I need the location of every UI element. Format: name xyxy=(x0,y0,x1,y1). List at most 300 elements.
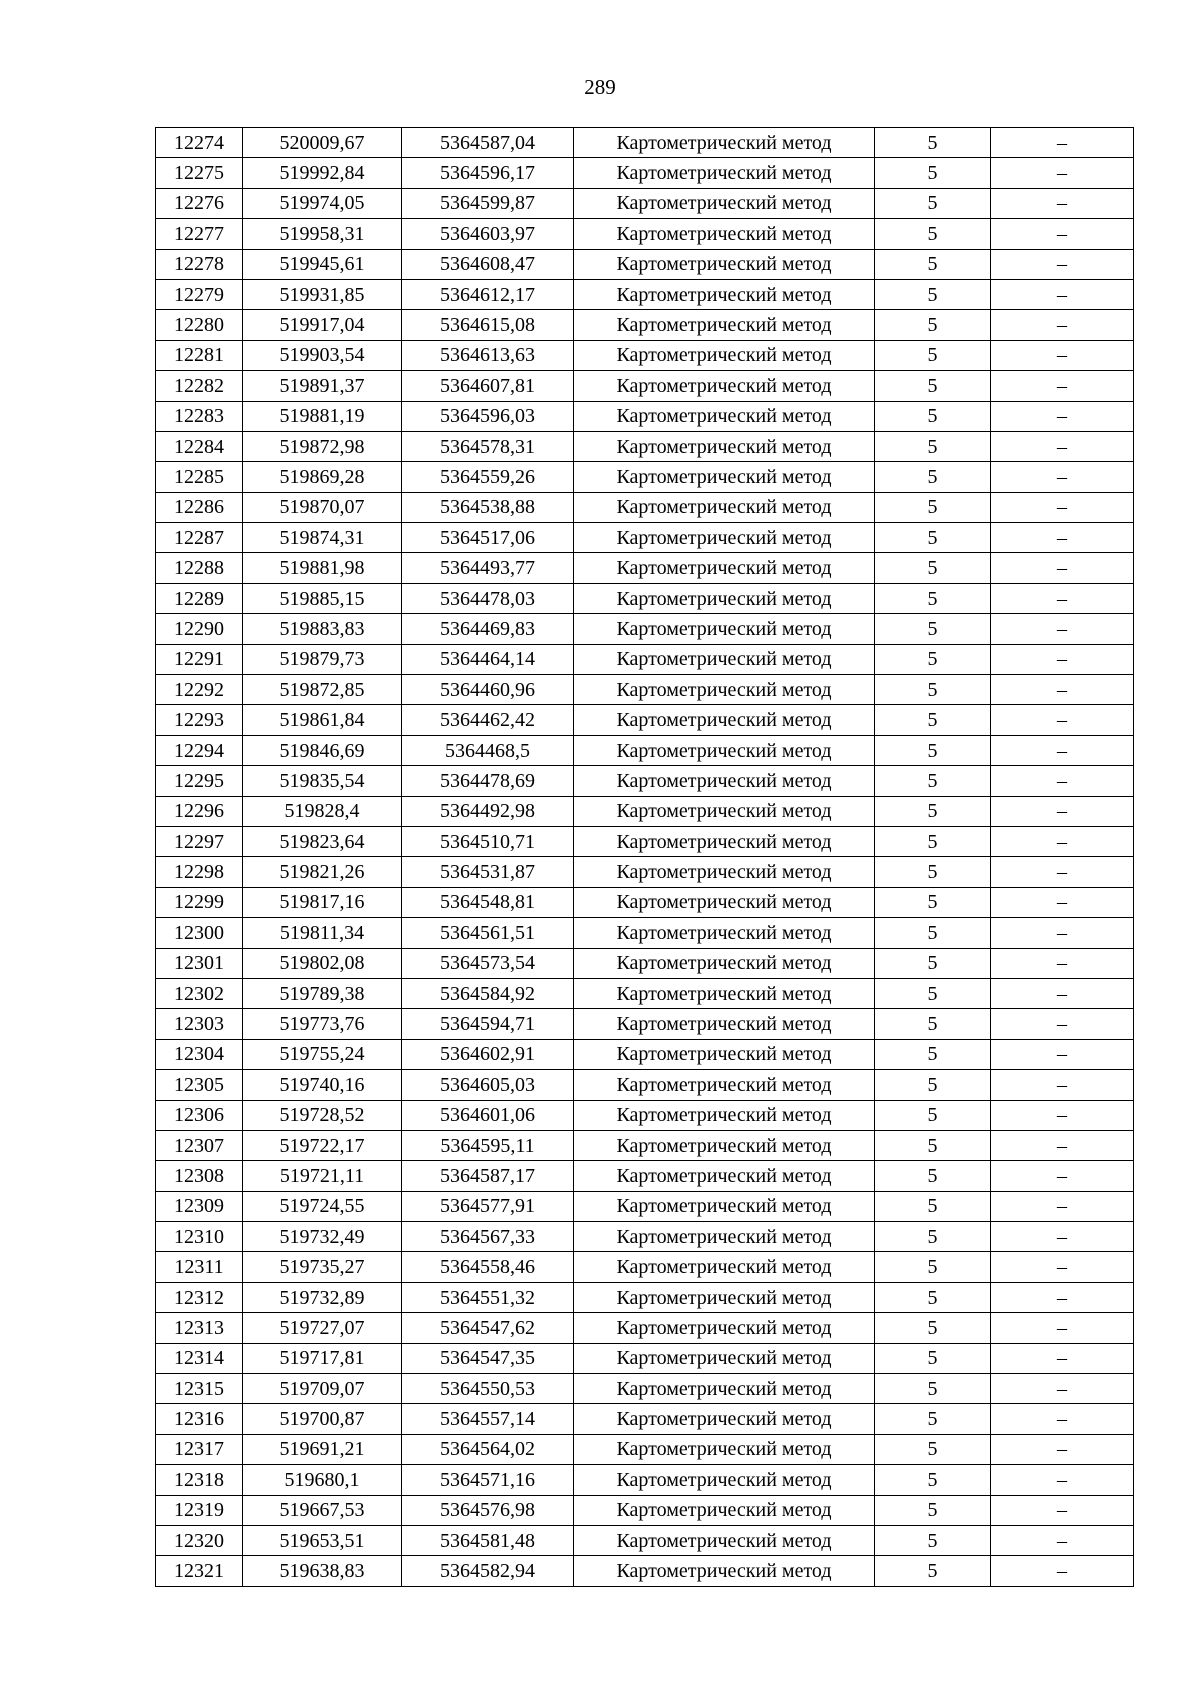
point-number-cell: 12299 xyxy=(156,887,243,917)
y-coordinate-cell: 5364464,14 xyxy=(402,644,574,674)
point-number-cell: 12302 xyxy=(156,978,243,1008)
x-coordinate-cell: 519846,69 xyxy=(243,735,402,765)
y-coordinate-cell: 5364612,17 xyxy=(402,279,574,309)
y-coordinate-cell: 5364517,06 xyxy=(402,523,574,553)
y-coordinate-cell: 5364601,06 xyxy=(402,1100,574,1130)
accuracy-cell: 5 xyxy=(875,1404,991,1434)
method-cell: Картометрический метод xyxy=(574,796,875,826)
table-row xyxy=(156,826,1134,856)
method-cell: Картометрический метод xyxy=(574,158,875,188)
point-number-cell: 12277 xyxy=(156,219,243,249)
x-coordinate-cell: 519945,61 xyxy=(243,249,402,279)
accuracy-cell: 5 xyxy=(875,249,991,279)
table-row xyxy=(156,553,1134,583)
x-coordinate-cell: 519903,54 xyxy=(243,340,402,370)
x-coordinate-cell: 519721,11 xyxy=(243,1161,402,1191)
point-number-cell: 12318 xyxy=(156,1465,243,1495)
table-row xyxy=(156,1100,1134,1130)
note-cell: – xyxy=(991,644,1134,674)
note-cell: – xyxy=(991,1525,1134,1555)
x-coordinate-cell: 519992,84 xyxy=(243,158,402,188)
table-row xyxy=(156,462,1134,492)
note-cell: – xyxy=(991,1465,1134,1495)
table-row xyxy=(156,188,1134,218)
y-coordinate-cell: 5364577,91 xyxy=(402,1191,574,1221)
method-cell: Картометрический метод xyxy=(574,1282,875,1312)
point-number-cell: 12310 xyxy=(156,1222,243,1252)
method-cell: Картометрический метод xyxy=(574,1404,875,1434)
y-coordinate-cell: 5364587,17 xyxy=(402,1161,574,1191)
x-coordinate-cell: 519722,17 xyxy=(243,1130,402,1160)
table-row xyxy=(156,1465,1134,1495)
y-coordinate-cell: 5364596,17 xyxy=(402,158,574,188)
method-cell: Картометрический метод xyxy=(574,401,875,431)
table-row xyxy=(156,1374,1134,1404)
method-cell: Картометрический метод xyxy=(574,1434,875,1464)
accuracy-cell: 5 xyxy=(875,1130,991,1160)
method-cell: Картометрический метод xyxy=(574,310,875,340)
method-cell: Картометрический метод xyxy=(574,1465,875,1495)
y-coordinate-cell: 5364595,11 xyxy=(402,1130,574,1160)
table-row xyxy=(156,1009,1134,1039)
note-cell: – xyxy=(991,401,1134,431)
table-row xyxy=(156,492,1134,522)
y-coordinate-cell: 5364576,98 xyxy=(402,1495,574,1525)
x-coordinate-cell: 519823,64 xyxy=(243,826,402,856)
method-cell: Картометрический метод xyxy=(574,735,875,765)
method-cell: Картометрический метод xyxy=(574,1100,875,1130)
point-number-cell: 12290 xyxy=(156,614,243,644)
x-coordinate-cell: 519653,51 xyxy=(243,1525,402,1555)
x-coordinate-cell: 519700,87 xyxy=(243,1404,402,1434)
x-coordinate-cell: 519709,07 xyxy=(243,1374,402,1404)
point-number-cell: 12300 xyxy=(156,918,243,948)
point-number-cell: 12307 xyxy=(156,1130,243,1160)
note-cell: – xyxy=(991,158,1134,188)
x-coordinate-cell: 519881,98 xyxy=(243,553,402,583)
accuracy-cell: 5 xyxy=(875,1343,991,1373)
point-number-cell: 12308 xyxy=(156,1161,243,1191)
method-cell: Картометрический метод xyxy=(574,948,875,978)
x-coordinate-cell: 519755,24 xyxy=(243,1039,402,1069)
x-coordinate-cell: 519802,08 xyxy=(243,948,402,978)
note-cell: – xyxy=(991,1374,1134,1404)
method-cell: Картометрический метод xyxy=(574,1161,875,1191)
x-coordinate-cell: 519958,31 xyxy=(243,219,402,249)
accuracy-cell: 5 xyxy=(875,857,991,887)
note-cell: – xyxy=(991,249,1134,279)
x-coordinate-cell: 519817,16 xyxy=(243,887,402,917)
note-cell: – xyxy=(991,1161,1134,1191)
x-coordinate-cell: 519870,07 xyxy=(243,492,402,522)
method-cell: Картометрический метод xyxy=(574,188,875,218)
accuracy-cell: 5 xyxy=(875,675,991,705)
x-coordinate-cell: 519691,21 xyxy=(243,1434,402,1464)
note-cell: – xyxy=(991,1100,1134,1130)
note-cell: – xyxy=(991,1556,1134,1586)
note-cell: – xyxy=(991,1252,1134,1282)
table-row xyxy=(156,675,1134,705)
x-coordinate-cell: 519861,84 xyxy=(243,705,402,735)
method-cell: Картометрический метод xyxy=(574,705,875,735)
y-coordinate-cell: 5364559,26 xyxy=(402,462,574,492)
note-cell: – xyxy=(991,279,1134,309)
x-coordinate-cell: 519728,52 xyxy=(243,1100,402,1130)
accuracy-cell: 5 xyxy=(875,583,991,613)
note-cell: – xyxy=(991,1343,1134,1373)
method-cell: Картометрический метод xyxy=(574,1039,875,1069)
accuracy-cell: 5 xyxy=(875,128,991,158)
page-number: 289 xyxy=(584,75,616,99)
accuracy-cell: 5 xyxy=(875,492,991,522)
point-number-cell: 12314 xyxy=(156,1343,243,1373)
y-coordinate-cell: 5364558,46 xyxy=(402,1252,574,1282)
table-row xyxy=(156,1252,1134,1282)
y-coordinate-cell: 5364587,04 xyxy=(402,128,574,158)
point-number-cell: 12275 xyxy=(156,158,243,188)
point-number-cell: 12295 xyxy=(156,766,243,796)
accuracy-cell: 5 xyxy=(875,796,991,826)
y-coordinate-cell: 5364573,54 xyxy=(402,948,574,978)
x-coordinate-cell: 519740,16 xyxy=(243,1070,402,1100)
note-cell: – xyxy=(991,826,1134,856)
x-coordinate-cell: 519885,15 xyxy=(243,583,402,613)
point-number-cell: 12287 xyxy=(156,523,243,553)
note-cell: – xyxy=(991,796,1134,826)
point-number-cell: 12319 xyxy=(156,1495,243,1525)
point-number-cell: 12276 xyxy=(156,188,243,218)
note-cell: – xyxy=(991,583,1134,613)
table-row xyxy=(156,1222,1134,1252)
table-row xyxy=(156,1130,1134,1160)
table-row xyxy=(156,735,1134,765)
accuracy-cell: 5 xyxy=(875,1191,991,1221)
point-number-cell: 12303 xyxy=(156,1009,243,1039)
x-coordinate-cell: 519869,28 xyxy=(243,462,402,492)
point-number-cell: 12311 xyxy=(156,1252,243,1282)
y-coordinate-cell: 5364564,02 xyxy=(402,1434,574,1464)
table-row xyxy=(156,1556,1134,1586)
y-coordinate-cell: 5364578,31 xyxy=(402,431,574,461)
method-cell: Картометрический метод xyxy=(574,1556,875,1586)
table-row xyxy=(156,340,1134,370)
table-row xyxy=(156,1191,1134,1221)
y-coordinate-cell: 5364469,83 xyxy=(402,614,574,644)
note-cell: – xyxy=(991,1434,1134,1464)
x-coordinate-cell: 519883,83 xyxy=(243,614,402,644)
x-coordinate-cell: 519773,76 xyxy=(243,1009,402,1039)
table-row xyxy=(156,1161,1134,1191)
accuracy-cell: 5 xyxy=(875,1039,991,1069)
accuracy-cell: 5 xyxy=(875,340,991,370)
table-row xyxy=(156,918,1134,948)
table-row xyxy=(156,1525,1134,1555)
table-row xyxy=(156,1070,1134,1100)
table-body xyxy=(156,128,1134,1587)
method-cell: Картометрический метод xyxy=(574,1191,875,1221)
accuracy-cell: 5 xyxy=(875,431,991,461)
note-cell: – xyxy=(991,128,1134,158)
x-coordinate-cell: 519891,37 xyxy=(243,371,402,401)
y-coordinate-cell: 5364571,16 xyxy=(402,1465,574,1495)
point-number-cell: 12301 xyxy=(156,948,243,978)
y-coordinate-cell: 5364615,08 xyxy=(402,310,574,340)
point-number-cell: 12321 xyxy=(156,1556,243,1586)
point-number-cell: 12304 xyxy=(156,1039,243,1069)
point-number-cell: 12283 xyxy=(156,401,243,431)
x-coordinate-cell: 519881,19 xyxy=(243,401,402,431)
note-cell: – xyxy=(991,918,1134,948)
y-coordinate-cell: 5364538,88 xyxy=(402,492,574,522)
method-cell: Картометрический метод xyxy=(574,583,875,613)
y-coordinate-cell: 5364510,71 xyxy=(402,826,574,856)
method-cell: Картометрический метод xyxy=(574,128,875,158)
x-coordinate-cell: 519732,89 xyxy=(243,1282,402,1312)
point-number-cell: 12292 xyxy=(156,675,243,705)
accuracy-cell: 5 xyxy=(875,219,991,249)
method-cell: Картометрический метод xyxy=(574,340,875,370)
method-cell: Картометрический метод xyxy=(574,826,875,856)
accuracy-cell: 5 xyxy=(875,1556,991,1586)
x-coordinate-cell: 519879,73 xyxy=(243,644,402,674)
accuracy-cell: 5 xyxy=(875,1525,991,1555)
method-cell: Картометрический метод xyxy=(574,1252,875,1282)
x-coordinate-cell: 519638,83 xyxy=(243,1556,402,1586)
method-cell: Картометрический метод xyxy=(574,857,875,887)
point-number-cell: 12288 xyxy=(156,553,243,583)
y-coordinate-cell: 5364493,77 xyxy=(402,553,574,583)
table-row xyxy=(156,1039,1134,1069)
method-cell: Картометрический метод xyxy=(574,1495,875,1525)
note-cell: – xyxy=(991,675,1134,705)
x-coordinate-cell: 519931,85 xyxy=(243,279,402,309)
point-number-cell: 12285 xyxy=(156,462,243,492)
table-row xyxy=(156,1404,1134,1434)
note-cell: – xyxy=(991,1404,1134,1434)
note-cell: – xyxy=(991,188,1134,218)
note-cell: – xyxy=(991,614,1134,644)
method-cell: Картометрический метод xyxy=(574,1130,875,1160)
accuracy-cell: 5 xyxy=(875,978,991,1008)
table-row xyxy=(156,796,1134,826)
y-coordinate-cell: 5364602,91 xyxy=(402,1039,574,1069)
table-row xyxy=(156,219,1134,249)
y-coordinate-cell: 5364547,62 xyxy=(402,1313,574,1343)
table-row xyxy=(156,644,1134,674)
accuracy-cell: 5 xyxy=(875,1282,991,1312)
accuracy-cell: 5 xyxy=(875,918,991,948)
y-coordinate-cell: 5364462,42 xyxy=(402,705,574,735)
note-cell: – xyxy=(991,523,1134,553)
method-cell: Картометрический метод xyxy=(574,766,875,796)
table-row xyxy=(156,614,1134,644)
accuracy-cell: 5 xyxy=(875,279,991,309)
table-row xyxy=(156,887,1134,917)
x-coordinate-cell: 519828,4 xyxy=(243,796,402,826)
note-cell: – xyxy=(991,310,1134,340)
accuracy-cell: 5 xyxy=(875,158,991,188)
method-cell: Картометрический метод xyxy=(574,614,875,644)
method-cell: Картометрический метод xyxy=(574,492,875,522)
table-row xyxy=(156,158,1134,188)
table-row xyxy=(156,1434,1134,1464)
point-number-cell: 12298 xyxy=(156,857,243,887)
x-coordinate-cell: 519667,53 xyxy=(243,1495,402,1525)
table-row xyxy=(156,310,1134,340)
method-cell: Картометрический метод xyxy=(574,1009,875,1039)
accuracy-cell: 5 xyxy=(875,1222,991,1252)
point-number-cell: 12291 xyxy=(156,644,243,674)
accuracy-cell: 5 xyxy=(875,371,991,401)
point-number-cell: 12278 xyxy=(156,249,243,279)
point-number-cell: 12296 xyxy=(156,796,243,826)
accuracy-cell: 5 xyxy=(875,948,991,978)
accuracy-cell: 5 xyxy=(875,462,991,492)
table-row xyxy=(156,948,1134,978)
point-number-cell: 12316 xyxy=(156,1404,243,1434)
method-cell: Картометрический метод xyxy=(574,1313,875,1343)
note-cell: – xyxy=(991,462,1134,492)
accuracy-cell: 5 xyxy=(875,644,991,674)
x-coordinate-cell: 519874,31 xyxy=(243,523,402,553)
method-cell: Картометрический метод xyxy=(574,553,875,583)
note-cell: – xyxy=(991,492,1134,522)
note-cell: – xyxy=(991,1070,1134,1100)
note-cell: – xyxy=(991,887,1134,917)
accuracy-cell: 5 xyxy=(875,1465,991,1495)
y-coordinate-cell: 5364478,03 xyxy=(402,583,574,613)
note-cell: – xyxy=(991,1009,1134,1039)
note-cell: – xyxy=(991,705,1134,735)
accuracy-cell: 5 xyxy=(875,887,991,917)
note-cell: – xyxy=(991,431,1134,461)
accuracy-cell: 5 xyxy=(875,735,991,765)
method-cell: Картометрический метод xyxy=(574,431,875,461)
accuracy-cell: 5 xyxy=(875,1495,991,1525)
point-number-cell: 12279 xyxy=(156,279,243,309)
table-row xyxy=(156,1343,1134,1373)
point-number-cell: 12281 xyxy=(156,340,243,370)
point-number-cell: 12284 xyxy=(156,431,243,461)
x-coordinate-cell: 519680,1 xyxy=(243,1465,402,1495)
method-cell: Картометрический метод xyxy=(574,887,875,917)
y-coordinate-cell: 5364607,81 xyxy=(402,371,574,401)
point-number-cell: 12309 xyxy=(156,1191,243,1221)
y-coordinate-cell: 5364557,14 xyxy=(402,1404,574,1434)
x-coordinate-cell: 519717,81 xyxy=(243,1343,402,1373)
table-row xyxy=(156,705,1134,735)
method-cell: Картометрический метод xyxy=(574,371,875,401)
accuracy-cell: 5 xyxy=(875,705,991,735)
point-number-cell: 12305 xyxy=(156,1070,243,1100)
y-coordinate-cell: 5364492,98 xyxy=(402,796,574,826)
y-coordinate-cell: 5364531,87 xyxy=(402,857,574,887)
note-cell: – xyxy=(991,1222,1134,1252)
accuracy-cell: 5 xyxy=(875,614,991,644)
note-cell: – xyxy=(991,857,1134,887)
x-coordinate-cell: 519735,27 xyxy=(243,1252,402,1282)
x-coordinate-cell: 519811,34 xyxy=(243,918,402,948)
x-coordinate-cell: 519724,55 xyxy=(243,1191,402,1221)
accuracy-cell: 5 xyxy=(875,1161,991,1191)
method-cell: Картометрический метод xyxy=(574,675,875,705)
point-number-cell: 12294 xyxy=(156,735,243,765)
y-coordinate-cell: 5364547,35 xyxy=(402,1343,574,1373)
point-number-cell: 12315 xyxy=(156,1374,243,1404)
note-cell: – xyxy=(991,1039,1134,1069)
y-coordinate-cell: 5364551,32 xyxy=(402,1282,574,1312)
y-coordinate-cell: 5364608,47 xyxy=(402,249,574,279)
method-cell: Картометрический метод xyxy=(574,978,875,1008)
accuracy-cell: 5 xyxy=(875,1434,991,1464)
accuracy-cell: 5 xyxy=(875,310,991,340)
note-cell: – xyxy=(991,1282,1134,1312)
table-row xyxy=(156,523,1134,553)
x-coordinate-cell: 519974,05 xyxy=(243,188,402,218)
accuracy-cell: 5 xyxy=(875,1252,991,1282)
accuracy-cell: 5 xyxy=(875,1070,991,1100)
y-coordinate-cell: 5364584,92 xyxy=(402,978,574,1008)
accuracy-cell: 5 xyxy=(875,766,991,796)
point-number-cell: 12286 xyxy=(156,492,243,522)
note-cell: – xyxy=(991,553,1134,583)
method-cell: Картометрический метод xyxy=(574,523,875,553)
accuracy-cell: 5 xyxy=(875,553,991,583)
y-coordinate-cell: 5364567,33 xyxy=(402,1222,574,1252)
point-number-cell: 12320 xyxy=(156,1525,243,1555)
note-cell: – xyxy=(991,1130,1134,1160)
point-number-cell: 12306 xyxy=(156,1100,243,1130)
point-number-cell: 12293 xyxy=(156,705,243,735)
y-coordinate-cell: 5364582,94 xyxy=(402,1556,574,1586)
table-row xyxy=(156,766,1134,796)
accuracy-cell: 5 xyxy=(875,1009,991,1039)
note-cell: – xyxy=(991,1313,1134,1343)
method-cell: Картометрический метод xyxy=(574,462,875,492)
method-cell: Картометрический метод xyxy=(574,644,875,674)
x-coordinate-cell: 520009,67 xyxy=(243,128,402,158)
point-number-cell: 12289 xyxy=(156,583,243,613)
x-coordinate-cell: 519821,26 xyxy=(243,857,402,887)
table-row xyxy=(156,401,1134,431)
accuracy-cell: 5 xyxy=(875,826,991,856)
note-cell: – xyxy=(991,735,1134,765)
y-coordinate-cell: 5364468,5 xyxy=(402,735,574,765)
x-coordinate-cell: 519789,38 xyxy=(243,978,402,1008)
table-row xyxy=(156,978,1134,1008)
note-cell: – xyxy=(991,1191,1134,1221)
table-row xyxy=(156,1282,1134,1312)
x-coordinate-cell: 519732,49 xyxy=(243,1222,402,1252)
x-coordinate-cell: 519917,04 xyxy=(243,310,402,340)
y-coordinate-cell: 5364548,81 xyxy=(402,887,574,917)
x-coordinate-cell: 519835,54 xyxy=(243,766,402,796)
method-cell: Картометрический метод xyxy=(574,1374,875,1404)
table-row xyxy=(156,249,1134,279)
note-cell: – xyxy=(991,219,1134,249)
point-number-cell: 12282 xyxy=(156,371,243,401)
table-row xyxy=(156,1313,1134,1343)
note-cell: – xyxy=(991,766,1134,796)
coordinates-table xyxy=(155,127,1134,1587)
table-row xyxy=(156,431,1134,461)
method-cell: Картометрический метод xyxy=(574,1222,875,1252)
method-cell: Картометрический метод xyxy=(574,219,875,249)
point-number-cell: 12312 xyxy=(156,1282,243,1312)
note-cell: – xyxy=(991,1495,1134,1525)
x-coordinate-cell: 519872,85 xyxy=(243,675,402,705)
y-coordinate-cell: 5364550,53 xyxy=(402,1374,574,1404)
